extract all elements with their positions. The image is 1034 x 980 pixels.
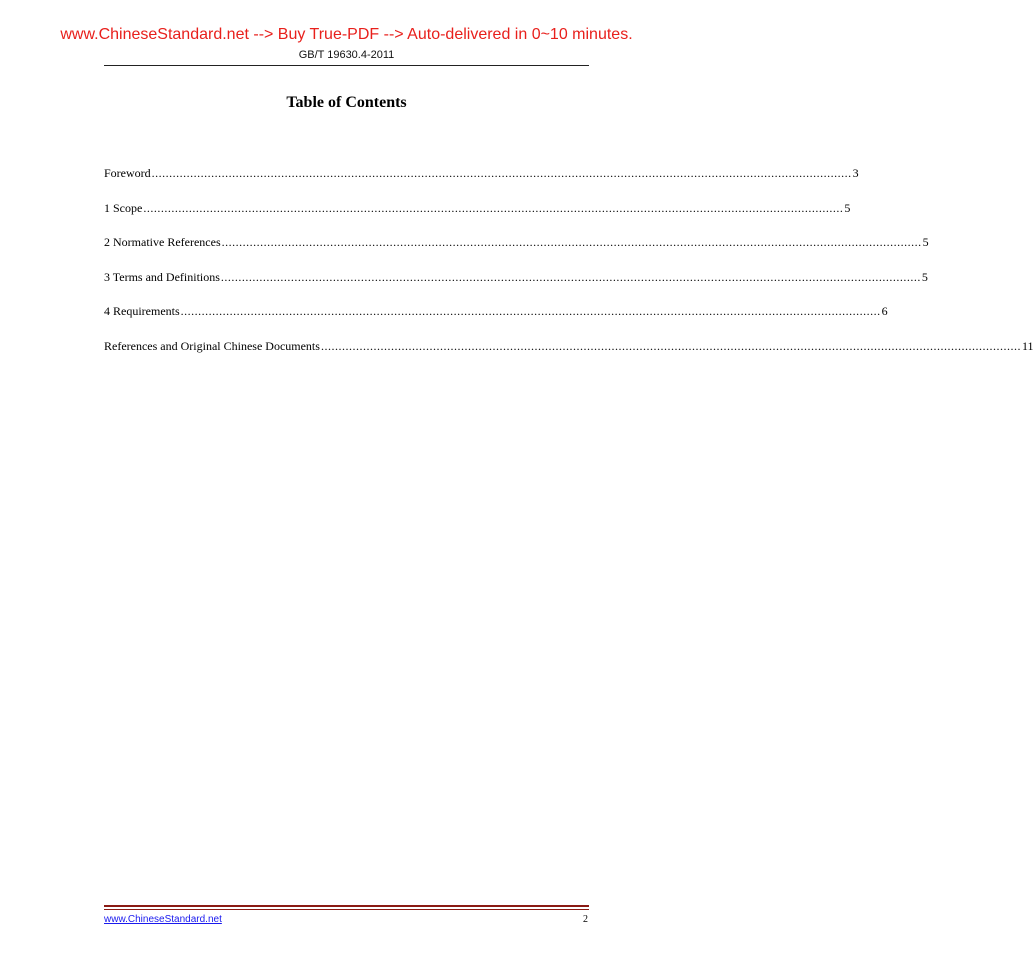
dot-leader: ........................................................................................................................................................................................................ — [220, 269, 921, 284]
toc-entry-page: 3 — [852, 166, 859, 180]
header-banner[interactable]: www.ChineseStandard.net --> Buy True-PDF --> Auto-delivered in 0~10 minutes. — [60, 26, 633, 43]
dot-leader: ........................................................................................................................................................................................................ — [143, 200, 844, 215]
dot-leader: ........................................................................................................................................................................................................ — [320, 338, 1021, 353]
toc-entry-page: 11 — [1021, 338, 1034, 353]
toc-entry-foreword[interactable] — [104, 166, 859, 201]
dot-leader: ........................................................................................................................................................................................................ — [221, 235, 922, 249]
page-number: 2 — [583, 914, 588, 925]
table-of-contents — [104, 166, 1034, 373]
toc-entry-label: 4 Requirements — [104, 304, 180, 318]
dot-leader: ........................................................................................................................................................................................................ — [180, 304, 881, 318]
footer-website-link[interactable]: www.ChineseStandard.net — [104, 914, 222, 925]
toc-entry-references[interactable] — [104, 338, 1034, 374]
toc-entry-label: 1 Scope — [104, 200, 143, 215]
toc-entry-requirements[interactable] — [104, 304, 888, 339]
toc-entry-page: 6 — [881, 304, 888, 318]
toc-entry-label: References and Original Chinese Documents — [104, 338, 320, 353]
toc-entry-page: 5 — [922, 235, 929, 249]
dot-leader: ........................................................................................................................................................................................................ — [151, 166, 852, 180]
document-code: GB/T 19630.4-2011 — [298, 49, 395, 61]
toc-entry-page: 5 — [921, 269, 928, 284]
toc-entry-terms-and-definitions[interactable] — [104, 269, 928, 305]
toc-entry-label: 3 Terms and Definitions — [104, 269, 220, 284]
toc-entry-normative-references[interactable] — [104, 235, 929, 270]
toc-entry-label: Foreword — [104, 166, 151, 180]
header-divider — [104, 65, 589, 66]
footer-divider-thick — [104, 905, 589, 907]
footer-divider-thin — [104, 909, 589, 910]
toc-title: Table of Contents — [286, 94, 407, 111]
toc-entry-page: 5 — [844, 200, 851, 215]
toc-entry-label: 2 Normative References — [104, 235, 221, 249]
toc-entry-scope[interactable] — [104, 200, 851, 236]
